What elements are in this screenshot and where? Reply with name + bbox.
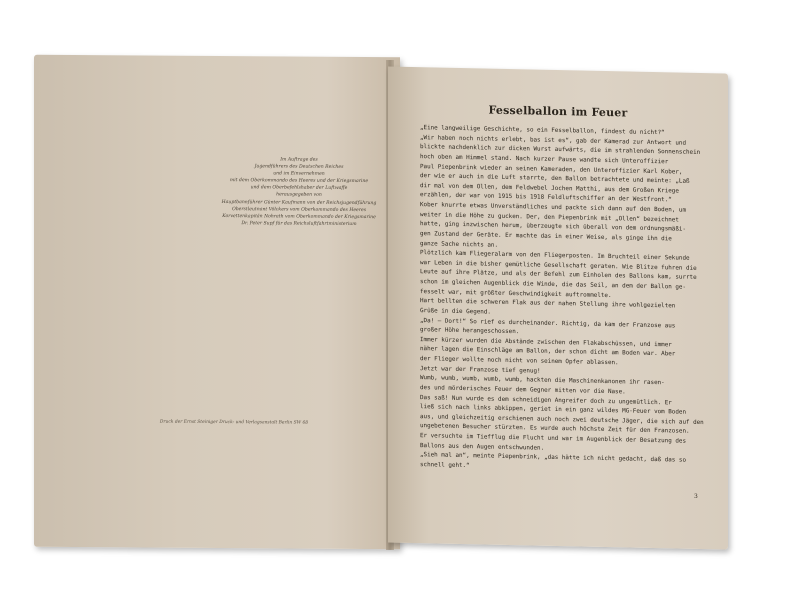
story-line: hatte, ging inzwischen herum, überzeugte sich überall von dem ordnungsmäßi-	[420, 221, 686, 233]
imprint-block	[184, 156, 414, 229]
imprint-line: und im Einvernehmen	[273, 171, 325, 177]
story-line: schnell geht.“	[420, 461, 470, 470]
story-line: Leute auf ihre Plätze, und als der Befehl zum Einholen des Ballons kam, surrte	[420, 269, 697, 282]
story-line: Er versuchte im Tiefflug die Flucht und war im Augenblick der Besatzung des	[420, 433, 686, 445]
story-line: „Da! — Dort!“ So rief es durcheinander. Richtig, da kam der Franzose aus	[420, 317, 676, 329]
story-line: des und mörderisches Feuer dem Gegner mitten vor die Nase.	[420, 384, 626, 396]
story-line: schon im gleichen Augenblick die Winde, die das Seil, an dem der Ballon ge-	[420, 279, 686, 291]
story-line: der wie er auch in die Luft starrte, den Ballon betrachtete und meinte: „Laß	[420, 173, 690, 185]
story-body	[420, 124, 712, 477]
imprint-line: mit dem Oberkommando des Heeres und der Kriegsmarine	[229, 178, 369, 185]
story-line: „Sieh mal an“, meinte Piepenbrink, „das hätte ich nicht gedacht, daß das so	[420, 452, 686, 464]
story-line: Jetzt war der Franzose tief genug!	[420, 365, 541, 375]
imprint-line: und dem Oberbefehlshaber der Luftwaffe	[250, 185, 348, 192]
story-line: blickte nachdenklich zur dicken Wurst aufwärts, die im strahlenden Sonnenschein	[420, 144, 701, 157]
story-line: dir mal von dem Ollen, dem Feldwebel Jochen Matthi, aus dem Großen Kriege	[420, 182, 679, 195]
story-line: „Eine langweilige Geschichte, so ein Fesselballon, findest du nicht?“	[420, 125, 665, 137]
story-line: hoch oben am Himmel stand. Nach kurzer Pause wandte sich Unteroffizier	[420, 153, 669, 166]
story-line: Immer kürzer wurden die Abstände zwischen den Flakabschüssen, und immer	[420, 336, 672, 349]
story-line: ganze Sache nichts an.	[420, 240, 499, 249]
story-line: Ballons aus den Augen entschwunden.	[420, 442, 545, 452]
imprint-line: Im Auftrage des	[280, 157, 318, 163]
printer-credit: Druck der Ernst Steiniger Druck- und Verlagsanstalt Berlin SW 68	[159, 419, 309, 426]
imprint-line: Oberstleutnant Völckers vom Oberkommando des Heeres	[231, 206, 367, 213]
story-line: „Wir haben noch nichts erlebt, bas ist es“, gab der Kamerad zur Antwort und	[420, 134, 686, 147]
story-line: der Flieger wollte noch nicht von seinem Opfer ablassen.	[420, 356, 619, 367]
story-line: gen Zustand der Geräte. Er machte das in einer Weise, als ginge ihn die	[420, 230, 672, 243]
story-line: Paul Piepenbrink wieder an seinen Kameraden, den Unteroffizier Karl Kober,	[420, 163, 683, 176]
right-page	[388, 66, 728, 549]
imprint-line: herausgegeben von	[276, 192, 322, 199]
story-line: näher lagen die Einschläge am Ballon, der schon dicht am Boden war. Aber	[420, 346, 676, 358]
story-title: Fesselballon im Feuer	[488, 103, 628, 120]
story-line: Das saß! Nun wurde es dem schneidigen Angreifer doch zu ungemütlich. Er	[420, 394, 672, 406]
story-line: großer Höhe herangeschossen.	[420, 327, 520, 336]
story-line: Kober knurrte etwas Unverständliches und packte sich dann auf den Boden, um	[420, 202, 686, 214]
story-line: weiter in die Höhe zu gucken. Der, den Piepenbrink mit „Ollen“ bezeichnet	[420, 211, 679, 224]
story-line: aus, und gleichzeitig erschienen auch noch zwei deutsche Jäger, die sich auf den	[420, 413, 704, 426]
imprint-line: Dr. Peter Supf für das Reichsluftfahrtministerium	[241, 221, 357, 227]
story-line: Plötzlich kam Fliegeralarm von den Fliegerposten. Im Bruchteil einer Sekunde	[420, 250, 690, 262]
story-line: erzählen, der war von 1915 bis 1918 Feldluftschiffer an der Westfront.“	[420, 192, 672, 204]
page-number: 3	[694, 492, 698, 500]
story-line: fesselt war, mit größter Geschwindigkeit auftrommelte.	[420, 288, 612, 299]
imprint-line: Jugendführers des Deutschen Reiches	[254, 164, 344, 170]
story-line: ungebetenen Besucher stürzten. Es wurde auch höchste Zeit für den Franzosen.	[420, 423, 690, 436]
story-line: war Leben in die bisher gemütliche Gesellschaft geraten. Wie Blitze fuhren die	[420, 259, 697, 272]
imprint-line: Hauptbannführer Günter Kaufmann von der Reichsjugendführung	[221, 199, 377, 206]
story-line: ließ sich nach links abkippen, geriet in ein ganz wildes MG-Feuer vom Boden	[420, 404, 686, 416]
story-line: Wumb, wumb, wumb, wumb, wumb, hackten die Maschinenkanonen ihr rasen-	[420, 375, 665, 387]
imprint-line: Korvettenkapitän Nohrath vom Oberkommando der Kriegsmarine	[222, 213, 376, 220]
story-line: Grüße in die Gegend.	[420, 307, 491, 316]
story-line: Hart bellten die schweren Flak aus der nahen Stellung ihre wohlgezielten	[420, 298, 676, 310]
left-page	[34, 55, 400, 550]
